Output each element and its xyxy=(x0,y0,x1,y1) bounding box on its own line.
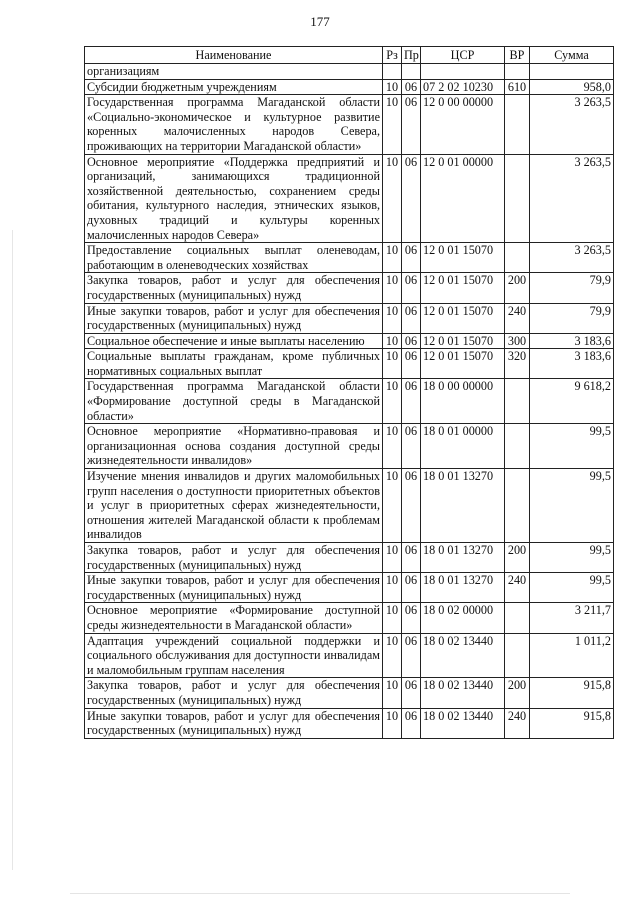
cell-pr: 06 xyxy=(402,678,421,708)
cell-name: Закупка товаров, работ и услуг для обеспечения государственных (муниципальных) нужд xyxy=(85,543,383,573)
cell-rz: 10 xyxy=(383,678,402,708)
cell-sum: 958,0 xyxy=(530,79,614,95)
cell-pr: 06 xyxy=(402,303,421,333)
header-sum: Сумма xyxy=(530,47,614,64)
table-row xyxy=(85,573,614,603)
cell-name: Основное мероприятие «Формирование доступной среды жизнедеятельности в Магаданской области» xyxy=(85,603,383,633)
cell-rz: 10 xyxy=(383,708,402,738)
cell-pr: 06 xyxy=(402,708,421,738)
table-row xyxy=(85,633,614,678)
table-row xyxy=(85,303,614,333)
cell-rz xyxy=(383,64,402,80)
budget-table xyxy=(84,46,614,739)
cell-sum: 3 263,5 xyxy=(530,243,614,273)
cell-sum: 1 011,2 xyxy=(530,633,614,678)
cell-vr xyxy=(505,243,530,273)
cell-pr: 06 xyxy=(402,543,421,573)
table-row xyxy=(85,243,614,273)
table-row xyxy=(85,424,614,469)
header-pr: Пр xyxy=(402,47,421,64)
cell-rz: 10 xyxy=(383,379,402,424)
cell-name: организациям xyxy=(85,64,383,80)
cell-rz: 10 xyxy=(383,543,402,573)
table-row xyxy=(85,603,614,633)
table-row xyxy=(85,708,614,738)
cell-rz: 10 xyxy=(383,469,402,543)
cell-vr xyxy=(505,633,530,678)
cell-vr xyxy=(505,379,530,424)
table-row xyxy=(85,333,614,349)
cell-csr: 12 0 01 15070 xyxy=(421,349,505,379)
cell-csr: 18 0 02 13440 xyxy=(421,678,505,708)
cell-vr: 300 xyxy=(505,333,530,349)
cell-csr: 18 0 01 13270 xyxy=(421,469,505,543)
cell-pr: 06 xyxy=(402,349,421,379)
cell-name: Государственная программа Магаданской области «Формирование доступной среды в Магаданской области» xyxy=(85,379,383,424)
cell-rz: 10 xyxy=(383,424,402,469)
cell-pr xyxy=(402,64,421,80)
cell-sum: 3 183,6 xyxy=(530,349,614,379)
cell-pr: 06 xyxy=(402,95,421,154)
cell-rz: 10 xyxy=(383,633,402,678)
header-rz: Рз xyxy=(383,47,402,64)
scan-bottom-line xyxy=(70,893,570,894)
cell-csr: 12 0 01 15070 xyxy=(421,273,505,303)
cell-sum: 9 618,2 xyxy=(530,379,614,424)
cell-csr: 12 0 00 00000 xyxy=(421,95,505,154)
cell-sum: 79,9 xyxy=(530,273,614,303)
table-row xyxy=(85,678,614,708)
cell-vr: 240 xyxy=(505,573,530,603)
cell-vr: 610 xyxy=(505,79,530,95)
cell-csr: 18 0 01 00000 xyxy=(421,424,505,469)
cell-name: Закупка товаров, работ и услуг для обеспечения государственных (муниципальных) нужд xyxy=(85,678,383,708)
cell-pr: 06 xyxy=(402,469,421,543)
cell-pr: 06 xyxy=(402,379,421,424)
header-vr: ВР xyxy=(505,47,530,64)
cell-csr: 18 0 01 13270 xyxy=(421,543,505,573)
cell-sum: 3 211,7 xyxy=(530,603,614,633)
cell-vr: 200 xyxy=(505,678,530,708)
cell-csr: 12 0 01 00000 xyxy=(421,154,505,243)
cell-vr xyxy=(505,603,530,633)
table-body xyxy=(85,64,614,739)
page-number: 177 xyxy=(310,14,330,29)
cell-name: Основное мероприятие «Нормативно-правовая и организационная основа создания доступной среды жизнедеятельности инвалидов» xyxy=(85,424,383,469)
cell-vr: 240 xyxy=(505,303,530,333)
cell-name: Иные закупки товаров, работ и услуг для обеспечения государственных (муниципальных) нужд xyxy=(85,573,383,603)
cell-rz: 10 xyxy=(383,303,402,333)
cell-pr: 06 xyxy=(402,603,421,633)
cell-pr: 06 xyxy=(402,333,421,349)
cell-csr: 18 0 02 00000 xyxy=(421,603,505,633)
cell-csr: 18 0 02 13440 xyxy=(421,633,505,678)
cell-sum: 3 183,6 xyxy=(530,333,614,349)
cell-vr xyxy=(505,64,530,80)
cell-vr xyxy=(505,469,530,543)
table-row xyxy=(85,154,614,243)
cell-pr: 06 xyxy=(402,633,421,678)
cell-vr: 200 xyxy=(505,543,530,573)
cell-name: Закупка товаров, работ и услуг для обеспечения государственных (муниципальных) нужд xyxy=(85,273,383,303)
cell-sum: 99,5 xyxy=(530,543,614,573)
cell-name: Основное мероприятие «Поддержка предприятий и организаций, занимающихся традиционной хозяйственной деятельностью, сохранением среды обитания, культурного наследия, этнических языков, духовных традиций и культуры коренных малочисленных народов Севера» xyxy=(85,154,383,243)
cell-sum: 99,5 xyxy=(530,573,614,603)
cell-rz: 10 xyxy=(383,79,402,95)
cell-pr: 06 xyxy=(402,243,421,273)
cell-sum: 99,5 xyxy=(530,469,614,543)
cell-rz: 10 xyxy=(383,154,402,243)
cell-csr: 07 2 02 10230 xyxy=(421,79,505,95)
cell-name: Государственная программа Магаданской области «Социально-экономическое и культурное развитие коренных малочисленных народов Севера, проживающих на территории Магаданской области» xyxy=(85,95,383,154)
header-name: Наименование xyxy=(85,47,383,64)
cell-rz: 10 xyxy=(383,95,402,154)
cell-vr xyxy=(505,424,530,469)
table-row xyxy=(85,543,614,573)
scan-margin-line xyxy=(12,230,13,870)
cell-sum: 79,9 xyxy=(530,303,614,333)
cell-pr: 06 xyxy=(402,573,421,603)
cell-rz: 10 xyxy=(383,333,402,349)
cell-rz: 10 xyxy=(383,603,402,633)
table-row xyxy=(85,379,614,424)
cell-csr: 18 0 02 13440 xyxy=(421,708,505,738)
cell-sum: 3 263,5 xyxy=(530,95,614,154)
cell-vr: 240 xyxy=(505,708,530,738)
cell-vr: 200 xyxy=(505,273,530,303)
cell-vr xyxy=(505,154,530,243)
cell-csr xyxy=(421,64,505,80)
cell-name: Иные закупки товаров, работ и услуг для обеспечения государственных (муниципальных) нужд xyxy=(85,708,383,738)
cell-pr: 06 xyxy=(402,424,421,469)
cell-name: Социальные выплаты гражданам, кроме публичных нормативных социальных выплат xyxy=(85,349,383,379)
cell-name: Адаптация учреждений социальной поддержки и социального обслуживания для доступности инвалидам и маломобильным группам населения xyxy=(85,633,383,678)
cell-csr: 12 0 01 15070 xyxy=(421,303,505,333)
cell-rz: 10 xyxy=(383,273,402,303)
cell-pr: 06 xyxy=(402,273,421,303)
table-row xyxy=(85,64,614,80)
cell-rz: 10 xyxy=(383,349,402,379)
cell-name: Предоставление социальных выплат оленеводам, работающим в оленеводческих хозяйствах xyxy=(85,243,383,273)
cell-name: Социальное обеспечение и иные выплаты населению xyxy=(85,333,383,349)
cell-sum: 915,8 xyxy=(530,678,614,708)
cell-name: Субсидии бюджетным учреждениям xyxy=(85,79,383,95)
cell-vr xyxy=(505,95,530,154)
cell-name: Иные закупки товаров, работ и услуг для обеспечения государственных (муниципальных) нужд xyxy=(85,303,383,333)
cell-sum: 915,8 xyxy=(530,708,614,738)
cell-sum xyxy=(530,64,614,80)
cell-vr: 320 xyxy=(505,349,530,379)
cell-csr: 18 0 01 13270 xyxy=(421,573,505,603)
cell-csr: 12 0 01 15070 xyxy=(421,243,505,273)
cell-pr: 06 xyxy=(402,154,421,243)
table-header-row xyxy=(85,47,614,64)
cell-pr: 06 xyxy=(402,79,421,95)
cell-name: Изучение мнения инвалидов и других маломобильных групп населения о доступности приоритетных объектов и услуг в приоритетных сферах жизнедеятельности, отношения жителей Магаданской области к проблемам инвалидов xyxy=(85,469,383,543)
cell-rz: 10 xyxy=(383,573,402,603)
cell-sum: 3 263,5 xyxy=(530,154,614,243)
table-row xyxy=(85,95,614,154)
table-row xyxy=(85,273,614,303)
cell-csr: 18 0 00 00000 xyxy=(421,379,505,424)
cell-sum: 99,5 xyxy=(530,424,614,469)
table-row xyxy=(85,79,614,95)
cell-csr: 12 0 01 15070 xyxy=(421,333,505,349)
table-row xyxy=(85,469,614,543)
table-row xyxy=(85,349,614,379)
header-csr: ЦСР xyxy=(421,47,505,64)
cell-rz: 10 xyxy=(383,243,402,273)
